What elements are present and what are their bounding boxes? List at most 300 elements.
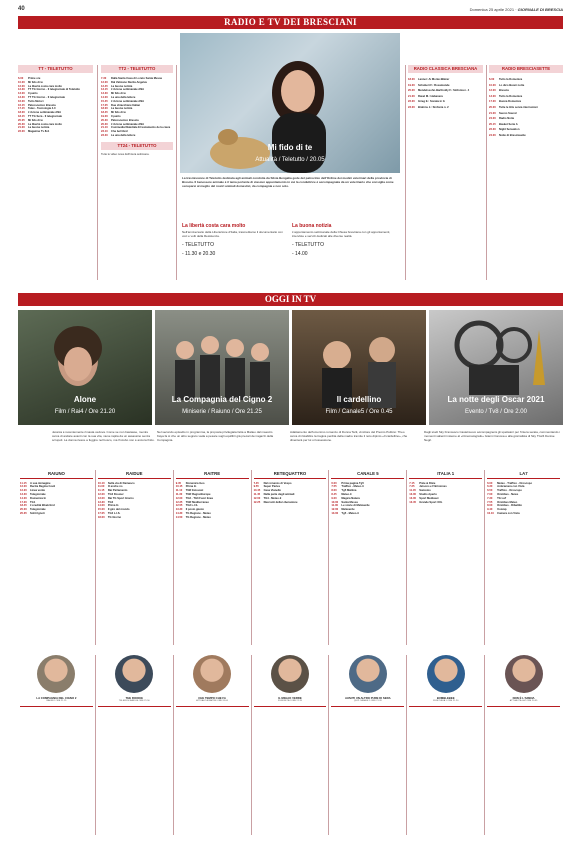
time: 9.00 bbox=[331, 496, 337, 500]
time: 12.00 bbox=[18, 84, 25, 88]
time: 22.00 bbox=[408, 100, 415, 104]
program: Soliti Ignoti bbox=[30, 511, 45, 515]
program: Mi fido di te bbox=[28, 118, 43, 122]
schedule-row bbox=[408, 105, 483, 110]
show-slot: ATTUALITÀ LA7 ORE 20.35 bbox=[509, 700, 538, 703]
schedule-row bbox=[254, 489, 327, 492]
radio-bresciasette-column bbox=[489, 65, 563, 139]
program: Super Partes bbox=[263, 485, 281, 489]
schedule-row bbox=[489, 88, 563, 93]
schedule-row bbox=[176, 516, 249, 519]
time: 17.20 bbox=[20, 500, 27, 504]
schedule-row bbox=[487, 493, 560, 496]
feature-main-text: La trasmissione di Teletutto dedicata agli animali condotta da Silvia Bengalia gode del patrocinio dell'Ordine dei medici veterinari della provincia di Brescia. Il benessere animale è il tema portante di ciascun appuntamento in cui la conduttrice è accompagnata da un veterinario che consiglia come occuparsi al meglio del nostri animali domestici, da compagnia e non solo. bbox=[182, 176, 394, 188]
program: Mi fido di te bbox=[28, 80, 43, 84]
schedule-row bbox=[489, 127, 563, 132]
program: Tutto la Domenica bbox=[499, 78, 523, 81]
program: Grieg E.: Sonata in G bbox=[418, 100, 445, 104]
time: 17.05 bbox=[101, 103, 108, 107]
time: 13.00 bbox=[489, 94, 496, 98]
film-text-cigno: Nel secondo episodio in programma, la proposta privilegiata fatta a Matteo dal maestro Kaya fa sì che un altro segreto vada a pesare sugli equilibri già precari dei ragazzi della Compagnia. bbox=[157, 430, 274, 442]
schedule-row bbox=[489, 99, 563, 104]
program: Dal Vaticano Recita Angelus bbox=[111, 80, 148, 84]
time: 7.25 bbox=[409, 485, 415, 489]
channel-column bbox=[487, 470, 560, 516]
schedule-row bbox=[98, 512, 171, 515]
radio-bresciasette-schedule bbox=[489, 77, 563, 138]
program: La una della lettere bbox=[111, 95, 136, 99]
page-number: 40 bbox=[18, 6, 25, 12]
time: 23.10 bbox=[101, 130, 108, 134]
schedule-row bbox=[176, 489, 249, 492]
program: La una della lettere bbox=[111, 133, 136, 137]
time: 6.00 bbox=[489, 78, 495, 81]
schedule-row bbox=[409, 493, 482, 496]
schedule-row bbox=[331, 508, 404, 511]
tt24-note: Tutte le video news dell'intera settimana. bbox=[101, 153, 150, 157]
show-name: THE ROOKIE bbox=[125, 696, 143, 700]
schedule-row bbox=[101, 119, 173, 122]
time: 18.45 bbox=[20, 504, 27, 508]
time: 12.45 bbox=[101, 84, 108, 88]
program: Palcoscenico Brescia bbox=[28, 103, 56, 107]
program: Grande Sport XXL bbox=[419, 500, 443, 504]
feature-buona-title: La buona notizia bbox=[292, 223, 332, 229]
prime-time-card bbox=[331, 655, 404, 707]
channel-name: RETEQUATTRO bbox=[273, 471, 307, 476]
time: 16.15 bbox=[18, 103, 25, 107]
program: Magazine Tv 8x1 bbox=[28, 130, 50, 134]
prime-time-card bbox=[254, 655, 327, 707]
time: 11.00 bbox=[331, 504, 338, 508]
film-photo-cigno bbox=[155, 310, 289, 425]
channel-column bbox=[98, 470, 171, 520]
time: 20.00 bbox=[20, 508, 27, 512]
schedule-row bbox=[98, 516, 171, 519]
time: 17.05 bbox=[97, 511, 105, 515]
film-photo-cardellino bbox=[292, 310, 426, 425]
program: Il posto giusto bbox=[185, 508, 205, 512]
program: Traffico - Meteo.it bbox=[341, 485, 364, 489]
prime-time-card bbox=[487, 655, 560, 707]
show-photo bbox=[505, 655, 543, 693]
program: TT TG Giorno - Il telegiornale di Teletutto bbox=[28, 88, 81, 92]
schedule-row bbox=[487, 489, 560, 492]
program: TG4 - Meteo.it bbox=[263, 496, 282, 500]
film-sub-cigno: Miniserie / Raiuno / Ore 21.25 bbox=[182, 409, 262, 415]
program: Tutto Motori bbox=[28, 99, 44, 103]
program: TG La7 bbox=[497, 496, 507, 500]
time: 8.00 bbox=[331, 489, 337, 493]
program: Buona Domenica bbox=[499, 100, 521, 104]
time: 9.40 bbox=[487, 508, 493, 512]
schedule-row bbox=[18, 119, 93, 122]
film-text-cardellino: Adattamento dell'omonimo romanzo di Donna Tartt, vincitore del Premio Pulitzer. Theo cerca di ristabilire la tragica perdita della madre tramite il noto dipinto «Il cardellino», che diventerà per lui un'ossessione. bbox=[290, 430, 408, 442]
schedule-row bbox=[489, 77, 563, 82]
channel-name: ITALIA 1 bbox=[437, 471, 455, 476]
program: Mi fido di te bbox=[111, 92, 126, 96]
time: 7.55 bbox=[331, 485, 337, 489]
show-slot: QUIZ CANALE 5 ORE 21.20 bbox=[353, 700, 382, 703]
time: 18.00 bbox=[408, 78, 415, 81]
time: 8.45 bbox=[331, 492, 337, 496]
schedule-row bbox=[101, 92, 173, 95]
time: 6.00 bbox=[487, 481, 493, 485]
time: 12.00 bbox=[101, 80, 108, 84]
feature-buona-channel: - TELETUTTO bbox=[292, 241, 325, 248]
time: 12.00 bbox=[489, 89, 496, 93]
show-name: BUMBLEBEE bbox=[436, 696, 455, 700]
radio-classica-schedule bbox=[408, 77, 483, 110]
feature-main-title: Mi fido di te bbox=[267, 143, 313, 152]
time: 10.10 bbox=[487, 511, 494, 515]
schedule-row bbox=[409, 489, 482, 492]
program: Prima In bbox=[107, 504, 119, 508]
time: 11.15 bbox=[20, 481, 27, 485]
time: 12.30 bbox=[18, 88, 25, 92]
program: Schubert F.: Rosamunde bbox=[418, 83, 450, 87]
time: 12.00 bbox=[20, 485, 27, 489]
time: 14.00 bbox=[101, 95, 108, 99]
time: 20.05 bbox=[18, 118, 25, 122]
schedule-row bbox=[101, 115, 173, 118]
time: 22.00 bbox=[18, 130, 25, 134]
show-photo bbox=[271, 655, 309, 693]
time: 19.00 bbox=[101, 114, 108, 118]
time: 14.50 bbox=[175, 515, 183, 519]
page-header bbox=[18, 6, 563, 14]
program: Il giro del mondo bbox=[107, 508, 130, 512]
schedule-row bbox=[18, 115, 93, 118]
show-photo bbox=[349, 655, 387, 693]
program: La buona notizia bbox=[111, 107, 133, 111]
prime-time-card bbox=[176, 655, 249, 707]
time: 14.00 bbox=[20, 496, 27, 500]
schedule-row bbox=[489, 83, 563, 88]
schedule-row bbox=[176, 512, 249, 515]
prime-time-card bbox=[20, 655, 93, 707]
time: 11.45 bbox=[409, 489, 416, 493]
schedule-row bbox=[254, 497, 327, 500]
program: Sport Mediaset bbox=[419, 496, 439, 500]
program: Mi fido di te bbox=[111, 111, 126, 115]
time: 6.00 bbox=[18, 77, 24, 80]
film-title-alone: Alone bbox=[73, 395, 97, 404]
program: Tutte le Hits senza interruzioni bbox=[499, 105, 538, 109]
program: Telex - Tecnologia 4.0 bbox=[28, 107, 56, 111]
program: TT TG Giorno - Il telegiornale bbox=[28, 95, 66, 99]
time: 11.45 bbox=[253, 492, 261, 496]
program: Pixie & Dixie bbox=[419, 481, 436, 485]
program: TGR Mediterraneo bbox=[185, 500, 209, 504]
program: O anche no bbox=[107, 485, 123, 489]
tt24-header: TT24 - TELETUTTO bbox=[101, 142, 173, 150]
schedule-row bbox=[98, 493, 171, 496]
program: Che bel libro! bbox=[111, 130, 129, 134]
time: 12.00 bbox=[253, 496, 261, 500]
teletutto-header: TT - TELETUTTO bbox=[18, 65, 93, 73]
program: L'Azione settimanale ANA bbox=[111, 99, 145, 103]
film-title-oscar: La notte degli Oscar 2021 bbox=[447, 395, 545, 404]
time: 18.15 bbox=[18, 114, 25, 118]
schedule-row bbox=[98, 508, 171, 511]
film-photo-oscar bbox=[429, 310, 563, 425]
time: 12.25 bbox=[253, 500, 261, 504]
time: 13.00 bbox=[331, 511, 339, 515]
film-sub-alone: Film / Rai4 / Ore 21.20 bbox=[54, 409, 116, 415]
schedule-row bbox=[489, 94, 563, 99]
show-photo bbox=[37, 655, 75, 693]
time: 10.00 bbox=[331, 500, 339, 504]
schedule-row bbox=[98, 489, 171, 492]
schedule-row bbox=[489, 111, 563, 116]
program: Traffico - Oroscopo bbox=[497, 489, 522, 493]
time: 10.00 bbox=[18, 80, 25, 84]
program: La buona notizia bbox=[111, 84, 133, 88]
channel-name: LA7 bbox=[519, 471, 528, 476]
program: Studio Aperto bbox=[419, 492, 437, 496]
time: 12.00 bbox=[175, 496, 183, 500]
schedule-row bbox=[489, 105, 563, 110]
schedule-row bbox=[408, 83, 483, 88]
program: Linea verde bbox=[30, 489, 45, 493]
schedule-row bbox=[18, 92, 93, 95]
program: Dalla parte degli animali bbox=[263, 492, 295, 496]
time: 20.00 bbox=[408, 89, 415, 93]
show-name: NON È L'ARENA bbox=[512, 696, 535, 700]
program: Radio Notte bbox=[499, 117, 515, 121]
time: 14.00 bbox=[97, 504, 105, 508]
schedule-row bbox=[18, 111, 93, 114]
show-slot: FILM RETE4 ORE 21.20 bbox=[277, 700, 303, 703]
time: 20.30 bbox=[18, 122, 25, 126]
channel-name: CANALE 5 bbox=[357, 471, 379, 476]
program: Telegiornale bbox=[30, 508, 46, 512]
channel-column bbox=[331, 470, 404, 516]
schedule-row bbox=[101, 77, 173, 80]
channel-name: RAITRE bbox=[204, 471, 221, 476]
time: 18.00 bbox=[97, 515, 105, 519]
program: Omnibus Meteo bbox=[497, 500, 518, 504]
time: 18.45 bbox=[101, 111, 108, 115]
program: Uozzap bbox=[497, 508, 507, 512]
program: Rai Parlamento bbox=[107, 489, 128, 493]
schedule-row bbox=[254, 501, 327, 504]
show-slot: FILM ITALIA 1 ORE 21.20 bbox=[433, 700, 459, 703]
schedule-row bbox=[408, 99, 483, 104]
header-date-paper: Domenica 25 aprile 2021 · GIORNALE DI BRESCIA bbox=[469, 7, 563, 12]
time: 7.15 bbox=[409, 481, 415, 485]
program: La libertà costa cara molto bbox=[28, 84, 63, 88]
radio-classica-header: RADIO CLASSICA BRESCIANA bbox=[408, 65, 483, 73]
schedule-row bbox=[331, 512, 404, 515]
schedule-row bbox=[101, 111, 173, 114]
time: 13.30 bbox=[20, 492, 27, 496]
show-photo bbox=[193, 655, 231, 693]
program: TG Regione - Meteo bbox=[185, 511, 211, 515]
schedule-row bbox=[20, 512, 93, 515]
program: Tg5 - Meteo.it bbox=[341, 511, 359, 515]
prime-time-card bbox=[409, 655, 482, 707]
schedule-row bbox=[487, 508, 560, 511]
time: 17.00 bbox=[489, 100, 496, 104]
prime-time-card bbox=[98, 655, 171, 707]
time: 12.55 bbox=[175, 504, 183, 508]
schedule-row bbox=[101, 134, 173, 137]
time: 13.30 bbox=[18, 95, 25, 99]
schedule-row bbox=[176, 497, 249, 500]
program: TG2 L.I.S. bbox=[107, 511, 121, 515]
program: TGR RegionEurope bbox=[185, 492, 211, 496]
time: 21.00 bbox=[489, 111, 496, 115]
program: Sulla via di Damasco bbox=[107, 481, 135, 485]
program: Recita Regina Coeli bbox=[30, 485, 56, 489]
schedule-row bbox=[18, 130, 93, 133]
time: 6.30 bbox=[487, 485, 493, 489]
time: 23.00 bbox=[408, 105, 415, 109]
radio-classica-column bbox=[408, 65, 483, 111]
program: Palcoscenico Brescia bbox=[111, 118, 139, 122]
film-text-alone: Jessica è recentemente rimasta vedova. Come se non bastasse, mentre cerca di andare avanti con la sua vita, viene rapita da un assassino senza scrupoli. La donna riesce a fuggire nel bosco, ma l'incubo non è ancora finito. bbox=[52, 430, 155, 442]
program: Prime ore bbox=[28, 77, 41, 80]
time: 11.30 bbox=[175, 492, 183, 496]
time: 21.10 bbox=[101, 126, 108, 130]
time: 13.00 bbox=[97, 496, 105, 500]
time: 23.30 bbox=[101, 133, 108, 137]
feature-buona-notizia bbox=[292, 223, 397, 257]
schedule-row bbox=[101, 96, 173, 99]
program: La libertà costa cara molto bbox=[28, 122, 63, 126]
tt2-column bbox=[101, 65, 173, 156]
program: Omnibus - News bbox=[497, 492, 519, 496]
time: 12.20 bbox=[20, 489, 27, 493]
time: 7.00 bbox=[487, 492, 493, 496]
teletutto-column bbox=[18, 65, 93, 134]
program: L'Azione settimanale ANA bbox=[111, 88, 145, 92]
program: TG Regione - Meteo bbox=[185, 515, 211, 519]
channel-column bbox=[176, 470, 249, 520]
channel-column bbox=[20, 470, 93, 516]
program: Brescia bbox=[499, 89, 509, 93]
time: 16.00 bbox=[18, 99, 25, 103]
schedule-row bbox=[101, 130, 173, 133]
program: Prima In bbox=[185, 485, 197, 489]
program: L'Azione settimanale ANA bbox=[111, 122, 145, 126]
program: Mendelssohn-Bartholdy F.: Sinfonia n. 4 bbox=[418, 89, 470, 93]
feature-photo-mi-fido bbox=[180, 33, 400, 173]
schedule-row bbox=[18, 77, 93, 80]
time: 9.45 bbox=[175, 481, 181, 485]
schedule-row bbox=[487, 512, 560, 515]
program: Meteo - Traffico - Oroscopo bbox=[497, 481, 533, 485]
feature-buona-time: - 14.00 bbox=[292, 251, 308, 258]
program: Il punto bbox=[111, 114, 121, 118]
film-title-cardellino: Il cardellino bbox=[336, 395, 382, 404]
time: 13.00 bbox=[18, 92, 25, 96]
schedule-row bbox=[20, 508, 93, 511]
schedule-row bbox=[176, 508, 249, 511]
time: 7.45 bbox=[253, 481, 259, 485]
time: 13.30 bbox=[175, 508, 183, 512]
program: Prima pagina Tg5 bbox=[341, 481, 364, 485]
schedule-row bbox=[409, 497, 482, 500]
program: TG Giorno bbox=[107, 515, 122, 519]
radio-bresciasette-header: RADIO BRESCIASETTE bbox=[489, 65, 563, 73]
section-title-radio-tv: RADIO E TV DEI BRESCIANI bbox=[18, 16, 563, 29]
program: Notte di Bresciasette bbox=[499, 133, 526, 137]
program: TT TG Sera - Il telegiornale bbox=[28, 114, 63, 118]
time: 12.00 bbox=[331, 508, 339, 512]
feature-liberta-time: - 11.30 e 20.30 bbox=[182, 251, 216, 258]
program: Due chiacchiere Italian bbox=[111, 103, 141, 107]
time: 24.00 bbox=[489, 117, 496, 121]
program: Omnibus - Dibattito bbox=[497, 504, 523, 508]
schedule-row bbox=[98, 497, 171, 500]
time: 20.30 bbox=[101, 122, 108, 126]
prime-time-row bbox=[18, 655, 563, 835]
time: 20.35 bbox=[20, 511, 27, 515]
program: Ravel M.: Habanera bbox=[418, 94, 443, 98]
channel-grid bbox=[18, 470, 563, 645]
time: 12.25 bbox=[175, 500, 183, 504]
film-photo-alone bbox=[18, 310, 152, 425]
time: 7.55 bbox=[487, 500, 493, 504]
program: Il punto bbox=[28, 92, 38, 96]
time: 14.30 bbox=[175, 511, 183, 515]
program: TG1 bbox=[30, 500, 36, 504]
program: Magica Natura bbox=[341, 496, 360, 500]
schedule-row bbox=[176, 493, 249, 496]
channel-name: RAIUNO bbox=[47, 471, 65, 476]
feature-liberta-text: Nell'anniversario della Liberazione d'Italia, trasmettiamo il documentario con voci e volti della Resistenza. bbox=[182, 230, 283, 239]
program: TG3 - TG3 Fuori linea bbox=[185, 496, 213, 500]
program: Tg5 Mattina bbox=[341, 489, 357, 493]
time: 15.45 bbox=[101, 99, 108, 103]
program: A sua immagine bbox=[30, 481, 51, 485]
program: Melaverde bbox=[341, 508, 355, 512]
show-name: IL MIGLIO VERDE bbox=[278, 696, 302, 700]
program: L'eredità Week End bbox=[30, 504, 55, 508]
schedule-row bbox=[489, 122, 563, 127]
time: 20.15 bbox=[489, 122, 496, 126]
time: 11.00 bbox=[97, 485, 105, 489]
time: 21.00 bbox=[408, 94, 415, 98]
schedule-row bbox=[18, 96, 93, 99]
channel-column bbox=[409, 470, 482, 504]
program: Santa Messa bbox=[341, 500, 358, 504]
schedule-row bbox=[101, 81, 173, 84]
film-title-cigno: La Compagnia del Cigno 2 bbox=[171, 395, 273, 404]
program: Camera con Vista bbox=[497, 511, 520, 515]
show-name: LA COMPAGNIA DEL CIGNO 2 bbox=[36, 696, 77, 700]
schedule-row bbox=[487, 497, 560, 500]
time: 20.30 bbox=[101, 118, 108, 122]
feature-liberta-channel: - TELETUTTO bbox=[182, 241, 215, 248]
time: 20.00 bbox=[489, 105, 496, 109]
program: Jetsons e Flintstones bbox=[419, 485, 447, 489]
schedule-row bbox=[18, 100, 93, 103]
time: 6.00 bbox=[331, 481, 337, 485]
time: 12.00 bbox=[97, 492, 105, 496]
time: 17.15 bbox=[18, 107, 25, 111]
program: Dalla Santa Casa di Loreto Santa Messa bbox=[111, 77, 162, 80]
time: 10.15 bbox=[175, 485, 183, 489]
program: TG2 Dossier bbox=[107, 492, 124, 496]
feature-buona-text: L'appuntamento settimanale della Chiesa bresciana con gli appuntamenti, interviste e servizi dedicati alle diverse realtà. bbox=[292, 230, 391, 239]
program: L'Azione settimanale ANA bbox=[28, 111, 62, 115]
schedule-row bbox=[409, 501, 482, 504]
time: 10.00 bbox=[489, 83, 496, 87]
